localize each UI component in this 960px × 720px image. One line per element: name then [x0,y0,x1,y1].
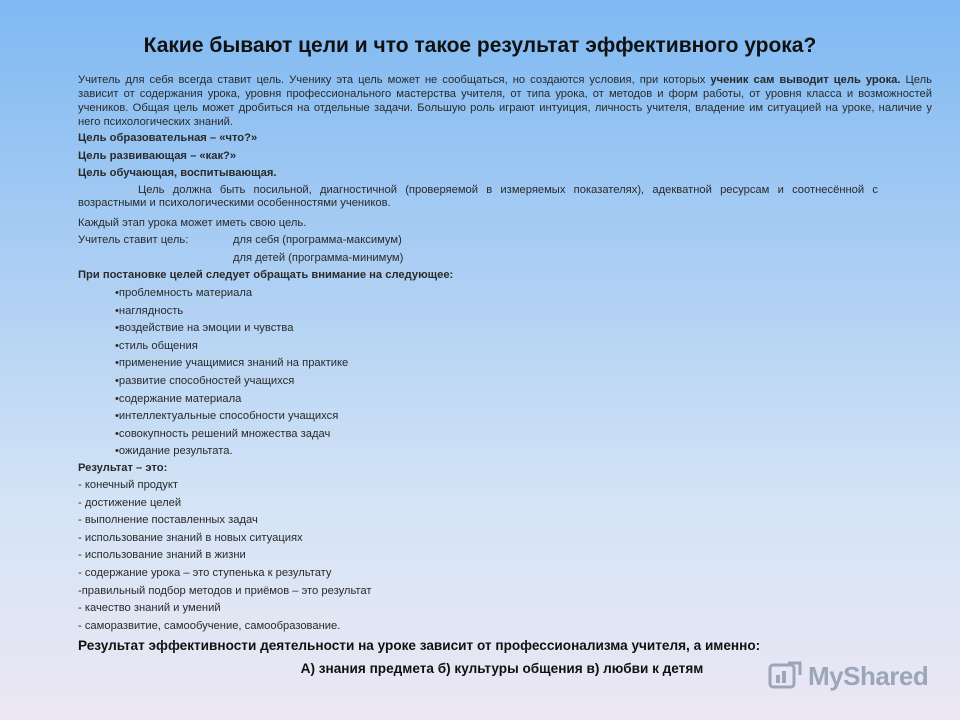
list-item: •применение учащимися знаний на практике [115,357,349,370]
intro-text-2: Цель зависит от содержания урока, уровня профессионального мастерства учителя, от типа урока, от методов и форм работы, от уровня класса и возможностей учеников. Общая цель может дробиться на отдельные задачи. Большую роль играют интуиция, личность учителя, владение им ситуацией на уроке, наличие у него психологических знаний. [78,74,933,128]
conclusion-line-1: Результат эффективности деятельности на уроке зависит от профессионализма учителя, а именно: [78,638,761,653]
list-item: •проблемность материала [115,287,253,299]
list-item: -правильный подбор методов и приёмов – это результат [78,584,372,597]
attention-list [115,285,348,461]
list-item: - использование знаний в новых ситуациях [78,531,303,544]
goal-educational: Цель образовательная – «что?» [78,132,258,144]
watermark [768,654,928,698]
slide-title: Какие бывают цели и что такое результат эффективного урока? [143,34,817,57]
goal-teaching: Цель обучающая, воспитывающая. [78,167,277,179]
list-item: •наглядность [115,304,184,317]
list-item: •совокупность решений множества задач [115,427,331,440]
list-item: - выполнение поставленных задач [78,514,258,527]
list-item: - использование знаний в жизни [78,549,246,562]
myshared-logo-icon [768,659,802,693]
list-item: •стиль общения [115,339,198,352]
list-item: - конечный продукт [78,479,179,491]
teacher-sets-self: для себя (программа-максимум) [233,234,402,246]
list-item: - достижение целей [78,496,182,509]
intro-text-1: Учитель для себя всегда ставит цель. Ученику эта цель может не сообщаться, но создаются условия, при которых [78,74,711,86]
result-heading: Результат – это: [78,462,168,474]
watermark-text: MyShared [808,660,929,691]
list-item: •содержание материала [115,392,242,405]
list-item: •развитие способностей учащихся [115,374,295,387]
goal-requirements-text: Цель должна быть посильной, диагностичной (проверяемой в измеряемых показателях), адекватной ресурсам и соотнесённой с возрастными и психологическими особенностями учеников. [78,184,878,209]
intro-text-bold: ученик сам выводит цель урока. [710,74,901,86]
conclusion-line-2: А) знания предмета б) культуры общения в) любви к детям [300,661,704,676]
list-item: - качество знаний и умений [78,602,221,615]
intro-paragraph [78,73,932,129]
teacher-sets-children: для детей (программа-минимум) [233,252,404,264]
list-item: •интеллектуальные способности учащихся [115,410,339,423]
goal-requirements-paragraph [78,184,878,210]
teacher-sets-label: Учитель ставит цель: [78,234,189,246]
list-item: - саморазвитие, самообучение, самообразование. [78,619,341,632]
list-item: •воздействие на эмоции и чувства [115,322,294,335]
result-list [78,477,372,635]
each-stage-text: Каждый этап урока может иметь свою цель. [78,217,307,229]
attention-heading: При постановке целей следует обращать внимание на следующее: [78,269,454,281]
goal-developing: Цель развивающая – «как?» [78,150,237,162]
list-item: - содержание урока – это ступенька к результату [78,566,332,579]
list-item: •ожидание результата. [115,445,233,458]
